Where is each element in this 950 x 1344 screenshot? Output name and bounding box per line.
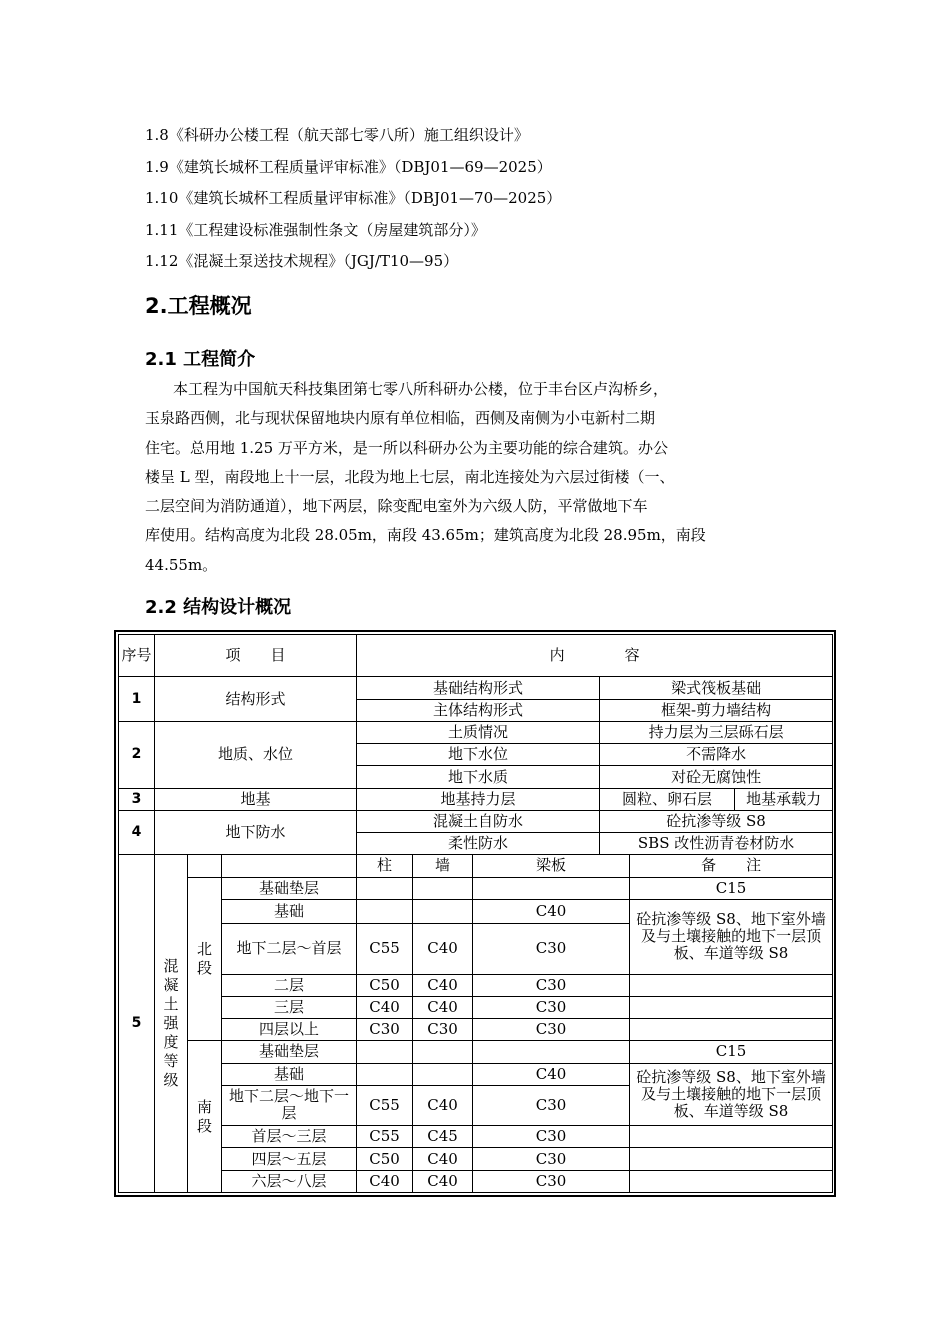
table-cell: C30: [473, 1019, 630, 1041]
table-cell: 框架-剪力墙结构: [600, 699, 833, 721]
table-cell: C30: [473, 1148, 630, 1170]
table-cell: 基础结构形式: [357, 677, 600, 699]
table-cell: [222, 855, 357, 877]
reference-item: 1.12《混凝土泵送技术规程》（JGJ/T10—95）: [145, 252, 459, 270]
table-cell: [357, 899, 413, 923]
table-cell: 土质情况: [357, 721, 600, 743]
table-cell: 基础垫层: [222, 877, 357, 899]
table-cell: 不需降水: [600, 744, 833, 766]
header-cell: 柱: [357, 855, 413, 877]
table-cell: C40: [413, 1085, 473, 1125]
table-cell: 四层以上: [222, 1019, 357, 1041]
table-row: [119, 1170, 833, 1192]
table-cell: C15: [630, 877, 833, 899]
paragraph-line: 住宅。总用地 1.25 万平方米，是一所以科研办公为主要功能的综合建筑。办公: [145, 438, 668, 457]
row-number: 1: [119, 677, 155, 721]
table-cell: C30: [473, 1085, 630, 1125]
section-heading: 2.工程概况: [145, 294, 252, 318]
table-row: [119, 1041, 833, 1063]
table-row: [119, 1019, 833, 1041]
table-cell: C30: [357, 1019, 413, 1041]
table-cell: C55: [357, 1126, 413, 1148]
table-cell: C40: [473, 899, 630, 923]
table-cell: 二层: [222, 974, 357, 996]
table-cell: C30: [473, 1126, 630, 1148]
reference-item: 1.8《科研办公楼工程（航天部七零八所）施工组织设计》: [145, 126, 529, 144]
table-cell: C55: [357, 924, 413, 975]
header-cell: 墙: [413, 855, 473, 877]
table-cell: C30: [473, 1170, 630, 1192]
header-cell: 内 容: [357, 635, 833, 677]
header-cell: 备 注: [630, 855, 833, 877]
table-row: [119, 810, 833, 832]
table-cell: 砼抗渗等级 S8、地下室外墙及与土壤接触的地下一层顶板、车道等级 S8: [630, 899, 833, 974]
table-cell: 地质、水位: [155, 721, 357, 788]
table-row: [119, 1126, 833, 1148]
table-cell: 砼抗渗等级 S8、地下室外墙及与土壤接触的地下一层顶板、车道等级 S8: [630, 1063, 833, 1126]
table-cell: [630, 974, 833, 996]
table-row: [119, 1148, 833, 1170]
table-cell: C30: [413, 1019, 473, 1041]
table-cell: [630, 1148, 833, 1170]
table-cell: 柔性防水: [357, 833, 600, 855]
table-cell: C50: [357, 974, 413, 996]
table-row: [119, 974, 833, 996]
table-cell: 四层～五层: [222, 1148, 357, 1170]
row-number: 3: [119, 788, 155, 810]
table-cell: 地下防水: [155, 810, 357, 854]
table-cell: [413, 877, 473, 899]
table-cell: C30: [473, 924, 630, 975]
intro-paragraph: [145, 375, 813, 580]
reference-list: [145, 122, 561, 280]
header-cell: 项 目: [155, 635, 357, 677]
table-cell: C55: [357, 1085, 413, 1125]
row-number: 2: [119, 721, 155, 788]
table-cell: C40: [357, 1170, 413, 1192]
table-cell: [188, 1041, 222, 1193]
table-cell: 地下二层～地下一层: [222, 1085, 357, 1125]
table-cell: 圆粒、卵石层: [600, 788, 735, 810]
table-cell: [630, 1019, 833, 1041]
table-row: [119, 1063, 833, 1085]
paragraph-line: 44.55m。: [145, 555, 218, 574]
table-cell: C15: [630, 1041, 833, 1063]
structure-design-table: [114, 630, 836, 1197]
table-cell: [413, 1041, 473, 1063]
table-cell: 三层: [222, 996, 357, 1018]
table-cell: 基础垫层: [222, 1041, 357, 1063]
table-row: [119, 899, 833, 923]
table-row: [119, 877, 833, 899]
table-cell: C40: [413, 1148, 473, 1170]
paragraph-line: 玉泉路西侧，北与现状保留地块内原有单位相临，西侧及南侧为小屯新村二期: [145, 409, 656, 428]
header-cell: 梁板: [473, 855, 630, 877]
table-cell: 混凝土自防水: [357, 810, 600, 832]
row-number: 4: [119, 810, 155, 854]
paragraph-line: 楼呈 L 型，南段地上十一层，北段为地上七层，南北连接处为六层过街楼（一、: [145, 467, 675, 486]
table-cell: [357, 1063, 413, 1085]
table-cell: 首层～三层: [222, 1126, 357, 1148]
table-cell: C30: [473, 996, 630, 1018]
reference-item: 1.10《建筑长城杯工程质量评审标准》（DBJ01—70—2025）: [145, 189, 562, 207]
table-cell: C40: [413, 924, 473, 975]
subsection-heading: 2.2 结构设计概况: [145, 597, 292, 618]
table-cell: [188, 855, 222, 877]
header-cell: 序号: [119, 635, 155, 677]
subsection-heading: 2.1 工程简介: [145, 349, 256, 370]
table-cell: C40: [357, 996, 413, 1018]
paragraph-line: 本工程为中国航天科技集团第七零八所科研办公楼，位于丰台区卢沟桥乡，: [173, 380, 669, 398]
table-row: [119, 788, 833, 810]
paragraph-line: 二层空间为消防通道），地下两层，除变配电室外为六级人防，平常做地下车: [145, 497, 648, 516]
table-cell: [155, 855, 188, 1193]
table-cell: 地基承载力: [735, 788, 833, 810]
vertical-label: 南段: [196, 1097, 212, 1135]
table-row: [119, 996, 833, 1018]
table-cell: 结构形式: [155, 677, 357, 721]
table-cell: C30: [473, 974, 630, 996]
table-cell: 对砼无腐蚀性: [600, 766, 833, 788]
vertical-label: 混凝土强度等级: [163, 957, 179, 1090]
table-row: [119, 855, 833, 877]
table-cell: 持力层为三层砾石层: [600, 721, 833, 743]
reference-item: 1.11《工程建设标准强制性条文（房屋建筑部分）》: [145, 220, 486, 239]
reference-item: 1.9《建筑长城杯工程质量评审标准》（DBJ01—69—2025）: [145, 157, 552, 176]
table-cell: 地基持力层: [357, 788, 600, 810]
row-number: 5: [119, 855, 155, 1193]
table-cell: 砼抗渗等级 S8: [600, 810, 833, 832]
table-cell: C40: [413, 996, 473, 1018]
table-header-row: [119, 635, 833, 677]
table-cell: [357, 877, 413, 899]
table-cell: [413, 899, 473, 923]
table-cell: 地下水质: [357, 766, 600, 788]
table-cell: 梁式筏板基础: [600, 677, 833, 699]
table-cell: [413, 1063, 473, 1085]
table-cell: [473, 1041, 630, 1063]
table-cell: 基础: [222, 1063, 357, 1085]
table-row: [119, 721, 833, 743]
table-cell: [630, 996, 833, 1018]
paragraph-line: 库使用。结构高度为北段 28.05m，南段 43.65m；建筑高度为北段 28.95m，南段: [145, 526, 706, 545]
table-cell: C40: [473, 1063, 630, 1085]
table-cell: [630, 1170, 833, 1192]
table-cell: 六层～八层: [222, 1170, 357, 1192]
table-cell: [473, 877, 630, 899]
table-cell: 地下二层～首层: [222, 924, 357, 975]
table-cell: C40: [413, 1170, 473, 1192]
table-cell: C50: [357, 1148, 413, 1170]
table-cell: 地下水位: [357, 744, 600, 766]
table-row: [119, 677, 833, 699]
table-cell: SBS 改性沥青卷材防水: [600, 833, 833, 855]
table-cell: 主体结构形式: [357, 699, 600, 721]
table-cell: C40: [413, 974, 473, 996]
vertical-label: 北段: [196, 939, 212, 977]
table-cell: [357, 1041, 413, 1063]
table-cell: 基础: [222, 899, 357, 923]
table-cell: 地基: [155, 788, 357, 810]
table-cell: [630, 1126, 833, 1148]
table-cell: C45: [413, 1126, 473, 1148]
table-cell: [188, 877, 222, 1041]
